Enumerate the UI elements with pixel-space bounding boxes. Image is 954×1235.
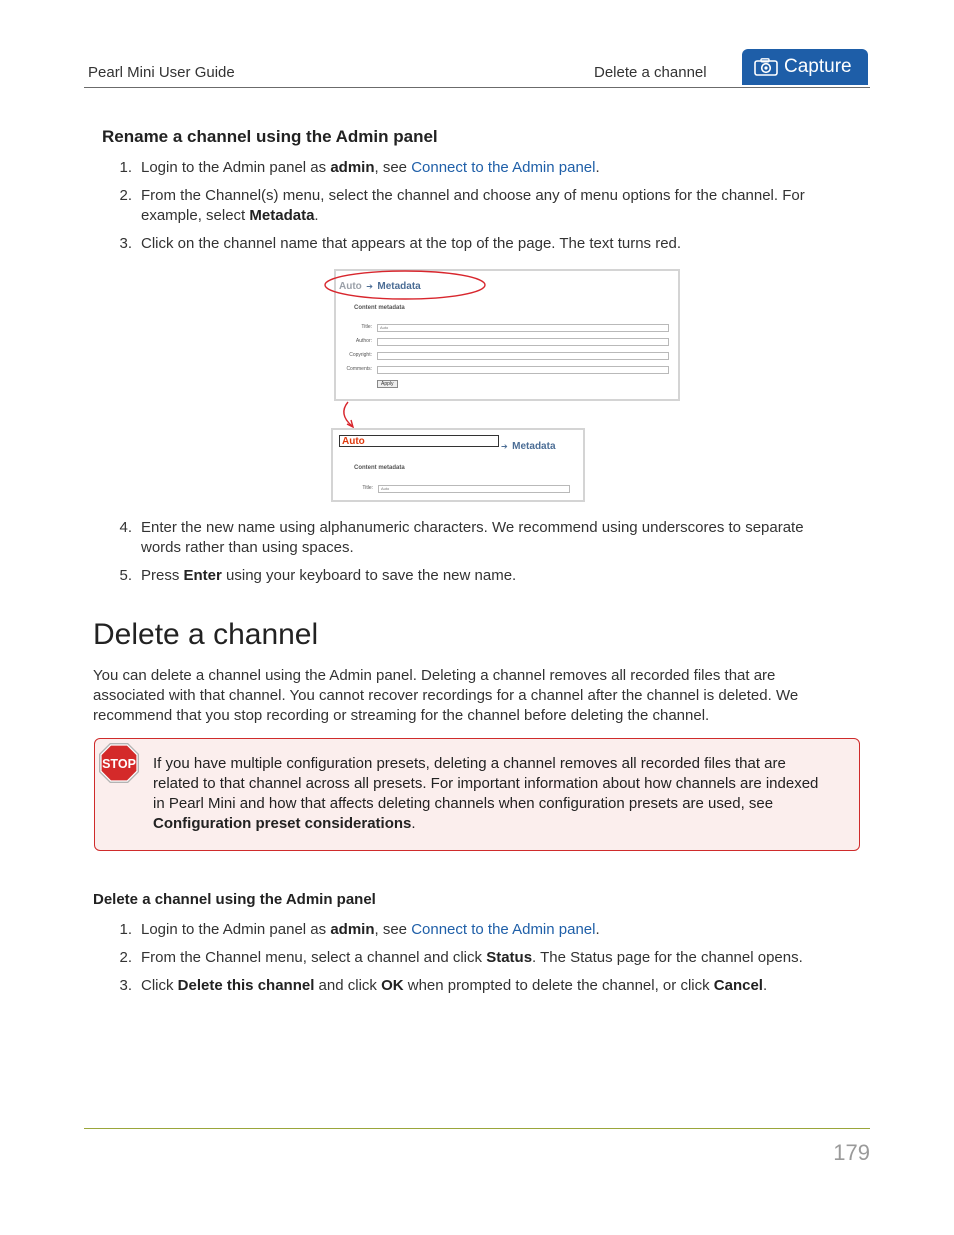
step-text: , see (374, 921, 412, 938)
rename-step-3 (116, 234, 836, 254)
highlight-ellipse (325, 271, 485, 299)
intro-line: associated with that channel. You cannot recover recordings for a channel after the channel is deleted. We (93, 687, 799, 704)
note-text: . (411, 815, 416, 832)
guide-title: Pearl Mini User Guide (88, 64, 235, 81)
title-label: Title: (362, 485, 373, 491)
down-arrow-icon (344, 402, 352, 426)
channel-name-crumb: Auto (339, 281, 362, 292)
admin-keyword: admin (330, 921, 375, 938)
step-number: 3. (119, 235, 132, 252)
comments-label: Comments: (346, 366, 372, 372)
footer-rule (84, 1128, 870, 1129)
title-label: Title: (361, 324, 372, 330)
note-line: If you have multiple configuration presets, deleting a channel removes all recorded files that are (153, 755, 786, 772)
step-number: 2. (119, 187, 132, 204)
title-field-value: Auto (380, 325, 389, 330)
arrow-icon: ➔ (366, 282, 373, 291)
rename-step-2 (116, 186, 836, 226)
cancel-keyword: Cancel (713, 977, 763, 994)
step-number: 2. (119, 949, 132, 966)
step-text: . (314, 207, 319, 224)
metadata-crumb: Metadata (512, 441, 556, 452)
header-topic: Delete a channel (594, 64, 707, 81)
step-number: 5. (119, 567, 132, 584)
note-line: related to that channel across all presets. For important information about how channels are indexed (153, 775, 819, 792)
step-text: Click (141, 977, 178, 994)
highlight-annotation (320, 264, 490, 434)
step-number: 3. (119, 977, 132, 994)
config-preset-link[interactable]: Configuration preset considerations (153, 815, 412, 832)
apply-button[interactable]: Apply (377, 380, 398, 388)
step-text: . (762, 977, 768, 994)
step-text: example, select (141, 207, 250, 224)
step-text: . The Status page for the channel opens. (532, 949, 803, 966)
intro-line: recommend that you stop recording or streaming for the channel before deleting the channel. (93, 707, 710, 724)
delete-step-3 (116, 976, 836, 996)
step-number: 4. (119, 519, 132, 536)
arrow-icon: ➔ (501, 442, 508, 451)
content-metadata-title: Content metadata (354, 465, 405, 471)
capture-tab-label: Capture (784, 56, 852, 77)
delete-channel-keyword: Delete this channel (177, 977, 315, 994)
connect-admin-link[interactable]: Connect to the Admin panel (411, 159, 596, 176)
rename-step-5 (116, 566, 836, 586)
delete-subheading: Delete a channel using the Admin panel (93, 891, 376, 908)
breadcrumb (501, 436, 556, 454)
delete-intro (93, 666, 833, 726)
metadata-edit-screenshot (331, 428, 585, 502)
camera-icon (754, 58, 778, 76)
delete-heading: Delete a channel (93, 618, 319, 651)
note-line: in Pearl Mini and how that affects deleting channels when configuration presets are used, see (153, 795, 774, 812)
step-text: . (595, 921, 600, 938)
rename-heading: Rename a channel using the Admin panel (102, 127, 438, 146)
capture-tab[interactable] (742, 49, 868, 85)
stop-sign-icon (98, 742, 140, 784)
intro-line: You can delete a channel using the Admin panel. Deleting a channel removes all recorded files that are (93, 667, 776, 684)
step-text: Click on the channel name that appears at the top of the page. The text turns red. (141, 235, 682, 252)
step-text: , see (374, 159, 412, 176)
rename-step-1 (116, 158, 836, 178)
title-field-value: Auto (381, 486, 390, 491)
content-metadata-title: Content metadata (354, 305, 405, 311)
step-text: From the Channel menu, select a channel and click (141, 949, 487, 966)
ok-keyword: OK (381, 977, 404, 994)
step-text: Login to the Admin panel as (141, 159, 331, 176)
channel-name-input[interactable] (339, 435, 499, 447)
metadata-crumb: Metadata (377, 281, 421, 292)
step-text: and click (314, 977, 382, 994)
step-text: Login to the Admin panel as (141, 921, 331, 938)
header-rule (84, 87, 870, 88)
step-text: From the Channel(s) menu, select the channel and choose any of menu options for the channel. For (141, 187, 805, 204)
title-field[interactable] (378, 485, 570, 493)
admin-keyword: admin (330, 159, 375, 176)
connect-admin-link[interactable]: Connect to the Admin panel (411, 921, 596, 938)
author-label: Author: (355, 338, 372, 344)
copyright-label: Copyright: (349, 352, 372, 358)
page-number: 179 (833, 1140, 870, 1165)
step-number: 1. (119, 159, 132, 176)
metadata-keyword: Metadata (249, 207, 315, 224)
stop-note-text (153, 754, 843, 834)
step-text: using your keyboard to save the new name. (221, 567, 517, 584)
status-keyword: Status (486, 949, 533, 966)
channel-name-value: Auto (342, 436, 365, 447)
svg-text:STOP: STOP (102, 757, 136, 771)
delete-step-2 (116, 948, 836, 968)
step-text: when prompted to delete the channel, or click (403, 977, 714, 994)
enter-keyword: Enter (183, 567, 222, 584)
step-text: Enter the new name using alphanumeric characters. We recommend using underscores to separate (141, 519, 804, 536)
delete-step-1 (116, 920, 836, 940)
step-text: words rather than using spaces. (141, 539, 354, 556)
rename-step-4 (116, 518, 836, 558)
step-number: 1. (119, 921, 132, 938)
step-text: Press (141, 567, 184, 584)
step-text: . (595, 159, 600, 176)
